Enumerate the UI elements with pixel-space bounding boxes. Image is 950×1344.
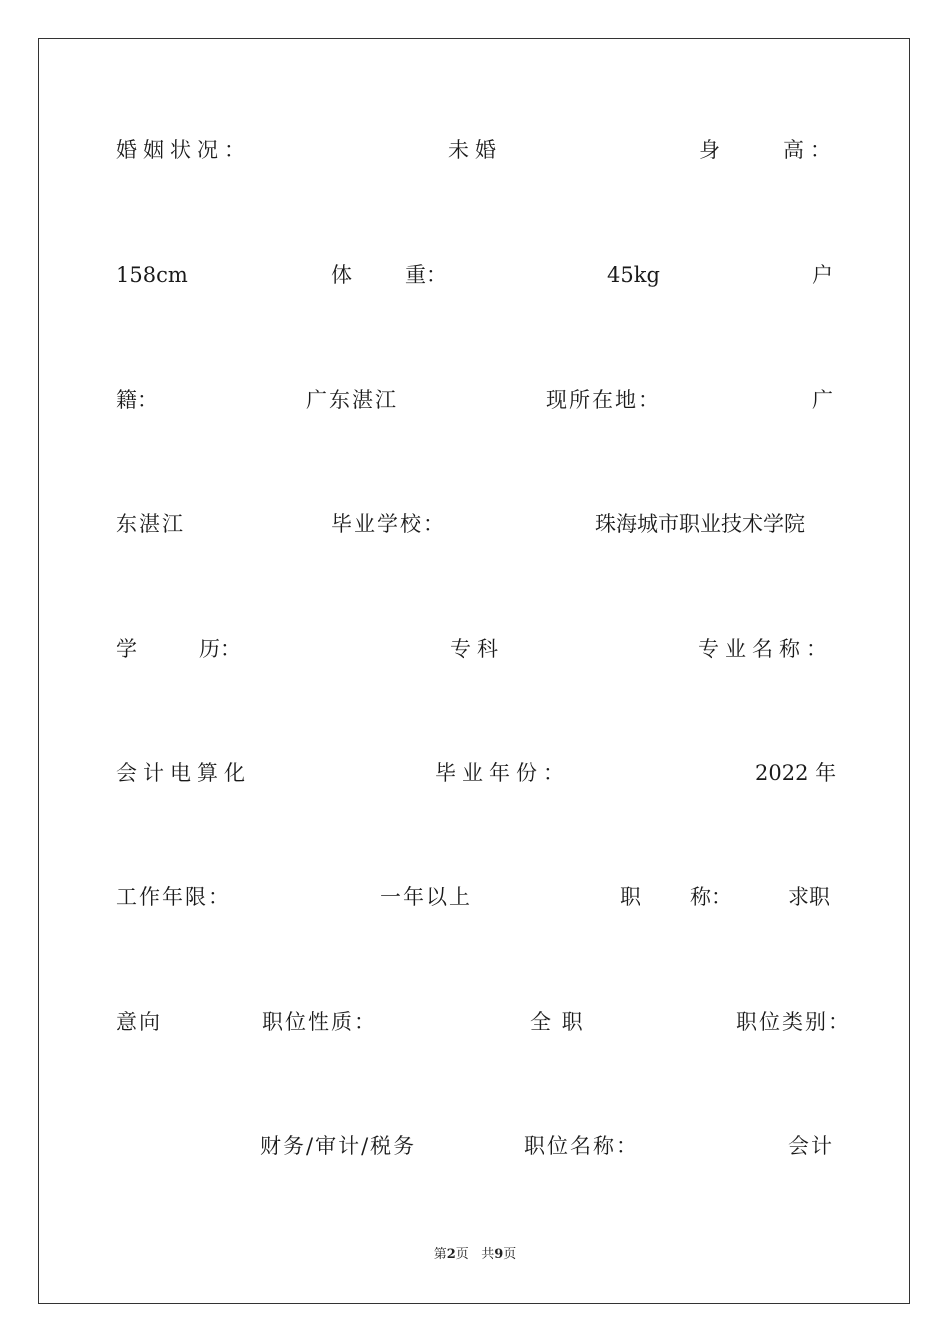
value-marital-status: 未婚 — [448, 138, 502, 162]
value-hukou: 广东湛江 — [306, 388, 398, 412]
value-major: 会计电算化 — [116, 761, 251, 785]
page-footer — [0, 1247, 950, 1263]
value-school: 珠海城市职业技术学院 — [595, 512, 805, 536]
label-education-part1: 学 — [116, 637, 137, 661]
page-border — [38, 38, 910, 1304]
label-job-intention-part2: 意向 — [116, 1010, 162, 1034]
label-marital-status: 婚姻状况： — [116, 138, 251, 162]
value-weight: 45kg — [607, 263, 660, 287]
label-job-nature: 职位性质： — [262, 1010, 377, 1034]
footer-total-number: 9 — [494, 1247, 504, 1262]
label-school: 毕业学校： — [331, 512, 446, 536]
label-education-part2: 历： — [199, 637, 241, 661]
label-grad-year: 毕业年份： — [435, 761, 570, 785]
value-grad-year: 2022 年 — [755, 761, 837, 785]
footer-total-suffix: 页 — [503, 1247, 517, 1262]
label-job-intention-part1: 求职 — [788, 885, 830, 909]
label-title-part2: 称： — [690, 885, 732, 909]
footer-page-suffix: 页 — [455, 1247, 469, 1262]
value-education: 专科 — [450, 637, 504, 661]
label-hukou-part1: 户 — [812, 263, 833, 287]
label-title-part1: 职 — [620, 885, 641, 909]
value-current-location-part1: 广 — [812, 388, 833, 412]
label-current-location: 现所在地： — [546, 388, 661, 412]
value-height: 158cm — [116, 263, 188, 287]
value-job-nature: 全 职 — [530, 1010, 585, 1034]
label-hukou-part2: 籍： — [116, 388, 158, 412]
label-job-category: 职位类别： — [736, 1010, 851, 1034]
label-job-title: 职位名称： — [524, 1134, 639, 1158]
label-height-part1: 身 — [699, 138, 720, 162]
footer-total-prefix: 共 — [481, 1247, 495, 1262]
label-major: 专业名称： — [698, 637, 833, 661]
label-work-years: 工作年限： — [116, 885, 231, 909]
value-job-title: 会计 — [788, 1134, 834, 1158]
label-height-part2: 高： — [783, 138, 837, 162]
value-current-location-part2: 东湛江 — [116, 512, 185, 536]
label-weight-part2: 重： — [405, 263, 447, 287]
footer-page-prefix: 第 — [433, 1247, 447, 1262]
value-work-years: 一年以上 — [380, 885, 472, 909]
footer-page-number: 2 — [446, 1247, 456, 1262]
value-job-category: 财务/审计/税务 — [260, 1134, 417, 1158]
label-weight-part1: 体 — [331, 263, 352, 287]
